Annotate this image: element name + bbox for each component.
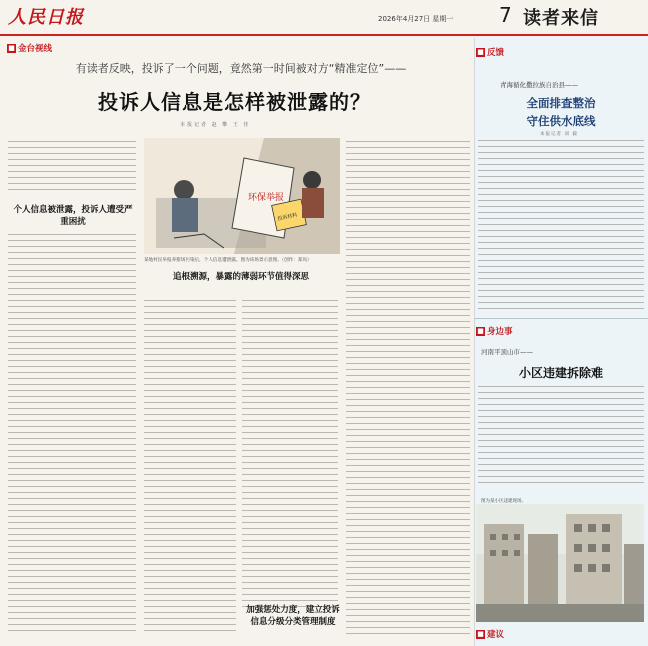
feedback-title-line2: 守住供水底线 bbox=[526, 114, 596, 128]
feedback-kicker: 青海循化撒拉族自治县—— bbox=[500, 81, 578, 89]
article-kicker: 有读者反映，投诉了一个问题，竟然第一时间被对方“精准定位”—— bbox=[75, 62, 407, 75]
body-text-col1-a bbox=[8, 141, 136, 197]
section-tag-nearby: ■ 身边事 bbox=[477, 327, 513, 337]
nearby-title: 小区违建拆除难 bbox=[518, 366, 603, 380]
article-illustration bbox=[144, 138, 340, 254]
issue-date: 2026年4月27日 星期一 bbox=[378, 15, 454, 23]
illustration-folder-text: 投诉材料 bbox=[277, 212, 298, 223]
illustration-caption: 某地村民举报养猪场污染后，个人信息遭泄露。图为该场景示意图。（创作：郑岚） bbox=[144, 258, 312, 263]
body-text-col3 bbox=[242, 300, 338, 612]
nearby-body bbox=[478, 386, 644, 494]
section-square-icon: ■ bbox=[477, 48, 484, 56]
feedback-title-line1: 全面排查整治 bbox=[526, 96, 596, 110]
feedback-byline: 本报记者 刘 毅 bbox=[540, 132, 578, 137]
subhead-2: 追根溯源，暴露的薄弱环节值得深思 bbox=[172, 272, 309, 282]
feedback-body bbox=[478, 140, 644, 316]
body-text-col2 bbox=[144, 300, 236, 638]
photo-svg bbox=[476, 504, 644, 622]
page-number: 7 bbox=[499, 3, 512, 27]
article-byline: 本报记者 赵 攀 王 佳 bbox=[180, 122, 251, 128]
body-text-col1-b bbox=[8, 234, 136, 638]
subhead-1: 个人信息被泄露，投诉人遭受严重困扰 bbox=[13, 205, 133, 227]
section-tag-jintai: ■ 金台视线 bbox=[8, 44, 53, 54]
photo-caption: 图为某小区违建现场。 bbox=[481, 499, 526, 504]
section-tag-feedback: ■ 反馈 bbox=[477, 48, 505, 58]
section-tag-suggestion: ■ 建议 bbox=[477, 630, 505, 640]
illustration-svg bbox=[144, 138, 340, 254]
illustration-sign-text: 环保举报 bbox=[248, 193, 285, 203]
section-square-icon: ■ bbox=[8, 44, 15, 52]
newspaper-logo: 人民日报 bbox=[8, 7, 84, 28]
article-headline: 投诉人信息是怎样被泄露的？ bbox=[98, 90, 371, 114]
right-divider bbox=[474, 318, 648, 319]
section-square-icon: ■ bbox=[477, 630, 484, 638]
building-photo bbox=[476, 504, 644, 622]
page-name: 读者来信 bbox=[523, 8, 599, 29]
body-text-col4 bbox=[346, 141, 470, 638]
section-square-icon: ■ bbox=[477, 327, 484, 335]
subhead-3: 加强惩处力度，建立投诉信息分级分类管理制度 bbox=[246, 605, 340, 627]
nearby-kicker: 河南平顶山市—— bbox=[481, 348, 533, 356]
masthead bbox=[0, 0, 648, 36]
